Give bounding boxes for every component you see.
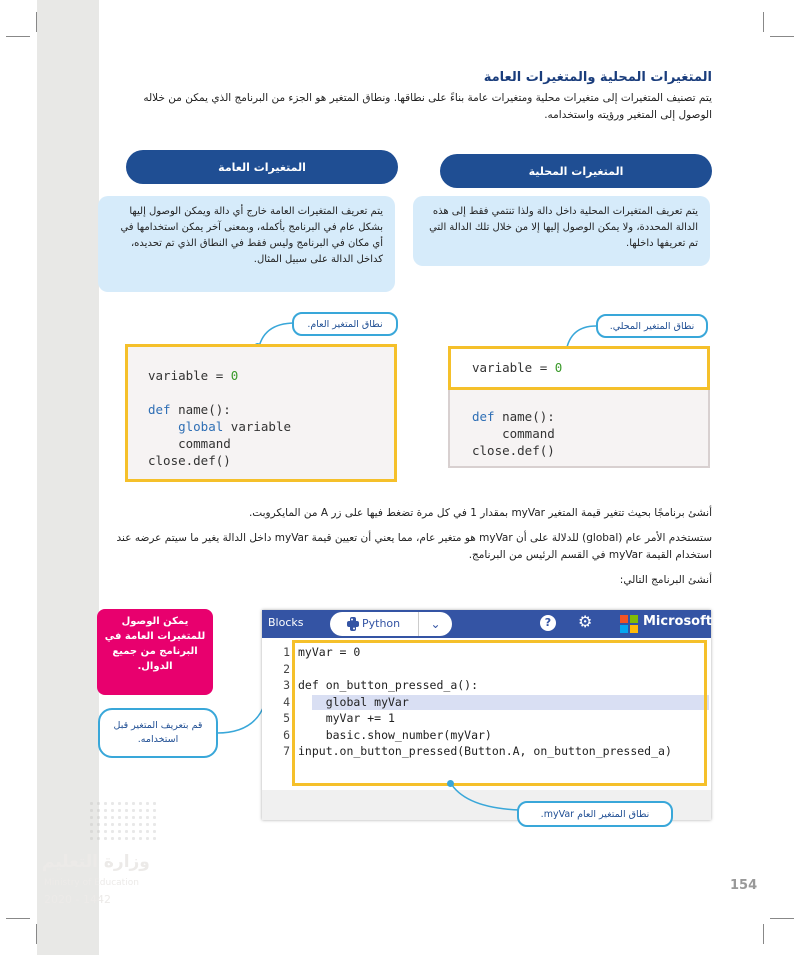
crop-mark [6, 918, 30, 919]
scope-note-connector [445, 780, 525, 820]
blocks-tab[interactable]: Blocks [268, 616, 304, 629]
python-label: Python [362, 617, 401, 630]
gear-icon[interactable]: ⚙ [578, 612, 593, 631]
line-number: 3 [283, 678, 290, 692]
code-line: variable = 0 [148, 368, 239, 383]
section-heading: المتغيرات المحلية والمتغيرات العامة [483, 70, 712, 85]
line-number: 1 [283, 645, 290, 659]
ministry-year: 2020 - 1442 [44, 893, 111, 906]
crop-mark [36, 12, 37, 32]
line-text: def on_button_pressed_a(): [298, 678, 479, 692]
code-line: command [472, 426, 555, 441]
global-variables-title: المتغيرات العامة [126, 150, 398, 184]
line-number: 4 [283, 694, 290, 709]
page-number: 154 [730, 878, 758, 893]
global-scope-frame [292, 640, 707, 786]
code-line: close.def() [148, 453, 231, 468]
crop-mark [770, 918, 794, 919]
crop-mark [36, 924, 37, 944]
local-scope-callout: نطاق المتغير المحلي. [596, 314, 708, 338]
line-text: basic.show_number(myVar) [298, 727, 492, 742]
callout-dot [447, 780, 454, 787]
ministry-logo-dots [88, 800, 158, 842]
line-text: global myVar [298, 694, 409, 709]
line-number: 2 [283, 661, 290, 676]
line-number: 6 [283, 727, 290, 742]
microsoft-logo-icon [620, 615, 638, 633]
python-icon [347, 616, 359, 630]
ministry-english-name: Ministry of Education [44, 878, 139, 888]
crop-mark [763, 12, 764, 32]
global-description: يتم تعريف المتغيرات العامة خارج أي دالة ويمكن الوصول إليها بشكل عام في البرنامج بأكمله، وبمعنى آخر يمكن استخدامها في أي مكان في البرنامج وليس فقط في النطاق الذي تم تحديده، كداخل الدالة على سبيل المثال. [98, 196, 395, 292]
crop-mark [770, 36, 794, 37]
local-scope-highlight [448, 346, 710, 390]
task-paragraph: أنشئ البرنامج التالي: [619, 574, 712, 586]
code-line: command [148, 436, 231, 451]
language-toggle[interactable] [330, 612, 452, 636]
local-variables-title: المتغيرات المحلية [440, 154, 712, 188]
crop-mark [6, 36, 30, 37]
ministry-arabic-name: وزارة التعليم [42, 852, 150, 872]
help-icon[interactable]: ? [540, 615, 556, 631]
code-line: global variable [148, 419, 291, 434]
code-line: close.def() [472, 443, 555, 458]
local-description: يتم تعريف المتغيرات المحلية داخل دالة ولذا تنتمي فقط إلى هذه الدالة المحددة، ولا يمكن الوصول إليها إلا من خلال تلك الدالة التي تم تعريفها داخلها. [413, 196, 710, 266]
line-text: myVar = 0 [298, 645, 361, 659]
global-scope-callout: نطاق المتغير العام. [292, 312, 398, 336]
code-line: def name(): [472, 409, 555, 424]
code-line: variable = 0 [472, 360, 563, 375]
task-paragraph: ستستخدم الأمر عام (global) للدلالة على أن myVar هو متغير عام، مما يعني أن تعيين قيمة myVar داخل الدالة يغير ما سيتم عرضه عند استخدام القيمة myVar في القسم الرئيس من البرنامج. [116, 532, 712, 561]
line-number: 5 [283, 711, 290, 725]
chevron-down-icon[interactable]: ⌄ [418, 612, 452, 636]
editor-toolbar [262, 610, 711, 638]
define-variable-note: قم بتعريف المتغير قبل استخدامه. [98, 708, 218, 758]
intro-paragraph: يتم تصنيف المتغيرات إلى متغيرات محلية ومتغيرات عامة بناءً على نطاقها. ونطاق المتغير هو الجزء من البرنامج الذي يمكن من خلاله الوصول إلى المتغير ورؤيته واستخدامه. [143, 92, 712, 121]
global-scope-note: نطاق المتغير العام myVar. [517, 801, 673, 827]
global-code-box [125, 344, 397, 482]
line-text: myVar += 1 [298, 711, 395, 725]
line-text: input.on_button_pressed(Button.A, on_button_pressed_a) [298, 744, 672, 758]
line-number: 7 [283, 744, 290, 758]
crop-mark [763, 924, 764, 944]
code-line: def name(): [148, 402, 231, 417]
global-access-note: يمكن الوصول للمتغيرات العامة في البرنامج من جميع الدوال. [97, 609, 213, 695]
microsoft-brand: Microsoft [643, 614, 712, 629]
task-paragraph: أنشئ برنامجًا بحيث تتغير قيمة المتغير myVar بمقدار 1 في كل مرة تضغط فيها على زر A من المايكروبت. [248, 507, 712, 519]
